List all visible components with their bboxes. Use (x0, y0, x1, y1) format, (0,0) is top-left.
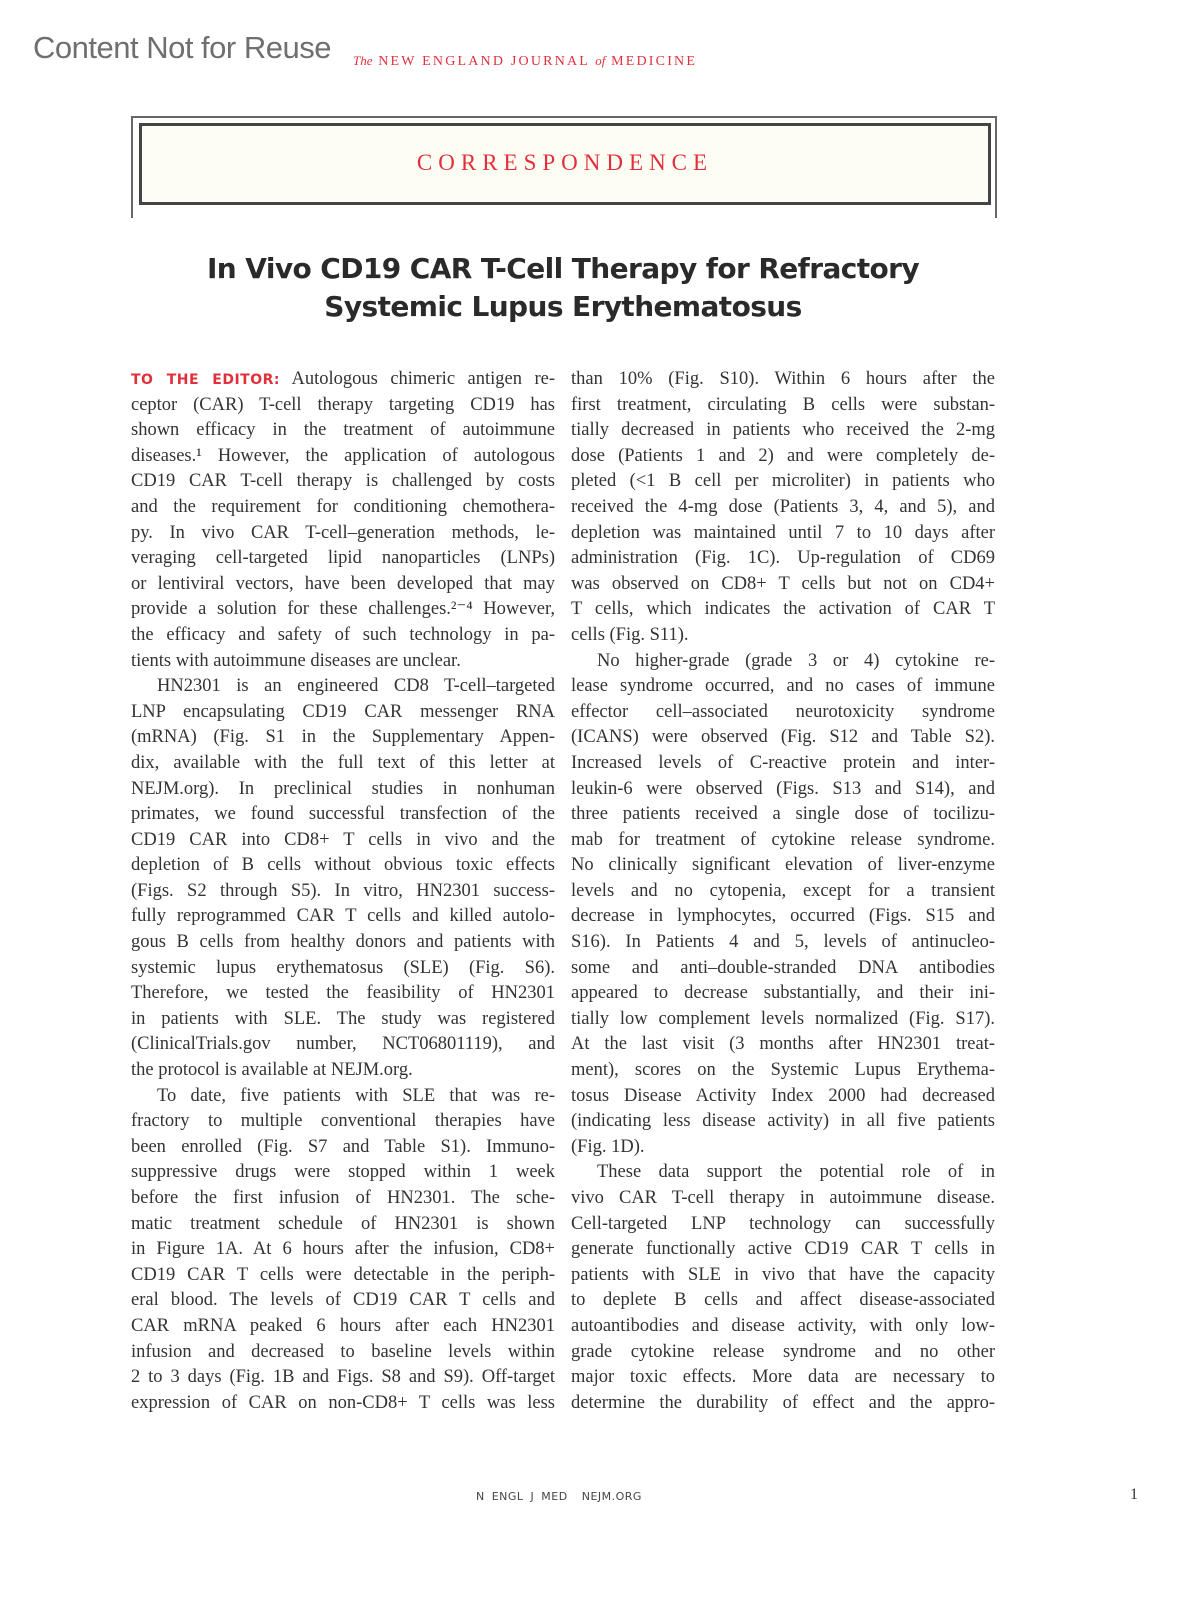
article-title-line-2: Systemic Lupus Erythematosus (324, 290, 802, 323)
text-line-content: cells (Fig. S11). (571, 624, 689, 645)
text-line (131, 1160, 555, 1186)
text-line-content: the efficacy and safety of such technology in pa- (131, 624, 555, 645)
text-line-content: T cells, which indicates the activation of CAR T (571, 599, 995, 620)
text-line-content: NEJM.org). In preclinical studies in nonhuman (131, 778, 555, 799)
text-line (571, 1135, 995, 1161)
watermark-text: Content Not for Reuse (33, 30, 331, 65)
text-line (571, 853, 995, 879)
text-column-right (571, 367, 995, 1416)
text-line (571, 777, 995, 803)
text-line-content: These data support the potential role of in (597, 1162, 995, 1183)
text-line (131, 649, 555, 675)
text-line (571, 1288, 995, 1314)
text-line (131, 546, 555, 572)
text-line-content: was observed on CD8+ T cells but not on CD4+ (571, 573, 995, 594)
text-line (131, 802, 555, 828)
text-line-content: CD19 CAR into CD8+ T cells in vivo and the (131, 829, 555, 850)
journal-name-part2: MEDICINE (611, 54, 698, 69)
text-line-content: vivo CAR T-cell therapy in autoimmune disease. (571, 1188, 995, 1208)
text-line (571, 572, 995, 598)
text-line (131, 828, 555, 854)
text-line (131, 777, 555, 803)
text-line (571, 1186, 995, 1212)
text-line (571, 700, 995, 726)
text-line (571, 828, 995, 854)
text-line (131, 1135, 555, 1161)
text-line-content: (indicating less disease activity) in all five patients (571, 1111, 995, 1132)
text-line-content: At the last visit (3 months after HN2301 treat- (571, 1034, 995, 1055)
text-line-content: first treatment, circulating B cells were substan- (571, 394, 995, 415)
text-line (571, 469, 995, 495)
text-line-content: (ICANS) were observed (Fig. S12 and Table S2). (571, 727, 995, 748)
text-line-content: ceptor (CAR) T-cell therapy targeting CD19 has (131, 394, 555, 415)
text-line (131, 572, 555, 598)
text-line (571, 1391, 995, 1417)
text-line-content: HN2301 is an engineered CD8 T-cell–targeted (157, 676, 555, 697)
text-line (571, 444, 995, 470)
text-line (571, 623, 995, 649)
text-line-content: generate functionally active CD19 CAR T cells in (571, 1239, 995, 1260)
text-line-content: dix, available with the full text of this letter at (131, 752, 555, 773)
text-line-content: decrease in lymphocytes, occurred (Figs. S15 and (571, 906, 995, 927)
text-line-content: matic treatment schedule of HN2301 is shown (131, 1213, 555, 1234)
text-line-content: dose (Patients 1 and 2) and were completely de- (571, 445, 995, 466)
text-line-content: primates, we found successful transfection of the (131, 804, 555, 825)
text-line (131, 1340, 555, 1366)
text-line (571, 956, 995, 982)
text-line (571, 1007, 995, 1033)
text-line-content: in patients with SLE. The study was registered (131, 1008, 555, 1029)
text-line-content: Increased levels of C-reactive protein and inter- (571, 752, 995, 773)
text-line-content: patients with SLE in vivo that have the capacity (571, 1264, 995, 1285)
page-number: 1 (1130, 1486, 1138, 1503)
article-title-line-1: In Vivo CD19 CAR T-Cell Therapy for Refractory (206, 252, 920, 285)
text-line-content: major toxic effects. More data are necessary to (571, 1367, 995, 1388)
text-line-content: tosus Disease Activity Index 2000 had decreased (571, 1085, 995, 1106)
text-line (131, 674, 555, 700)
text-line-content: administration (Fig. 1C). Up-regulation of CD69 (571, 548, 995, 569)
text-line-content: gous B cells from healthy donors and patients with (131, 932, 555, 953)
text-line (571, 674, 995, 700)
text-line (131, 393, 555, 419)
text-line (131, 623, 555, 649)
text-line (131, 1288, 555, 1314)
text-line-content: or lentiviral vectors, have been developed that may (131, 573, 555, 594)
text-line (131, 1212, 555, 1238)
section-banner (139, 123, 991, 205)
text-line (131, 904, 555, 930)
text-line-content: CD19 CAR T cells were detectable in the periph- (131, 1264, 555, 1285)
journal-the: The (353, 53, 373, 68)
text-column-left (131, 367, 555, 1416)
text-line (571, 1340, 995, 1366)
letter-lead-in: TO THE EDITOR: (131, 372, 280, 388)
text-line-content: systemic lupus erythematosus (SLE) (Fig. S6). (131, 957, 555, 978)
text-line (571, 904, 995, 930)
text-line-content: lease syndrome occurred, and no cases of immune (571, 676, 995, 697)
text-line-content: mab for treatment of cytokine release syndrome. (571, 829, 995, 850)
text-line (131, 1109, 555, 1135)
page-footer (476, 1490, 656, 1503)
text-line (571, 367, 995, 393)
text-line-content: been enrolled (Fig. S7 and Table S1). Immuno- (131, 1136, 555, 1157)
text-line-content: tially decreased in patients who received the 2-mg (571, 420, 995, 441)
text-line-content: determine the durability of effect and the appro- (571, 1392, 995, 1413)
text-line (571, 930, 995, 956)
text-line (131, 418, 555, 444)
text-line-content: appeared to decrease substantially, and their ini- (571, 983, 995, 1004)
text-line-content: No clinically significant elevation of liver-enzyme (571, 855, 995, 876)
text-line (571, 725, 995, 751)
text-line-content: fully reprogrammed CAR T cells and killed autolo- (131, 906, 555, 927)
text-line-content: suppressive drugs were stopped within 1 week (131, 1162, 555, 1183)
journal-masthead (353, 53, 697, 70)
text-line (571, 1109, 995, 1135)
text-line (131, 1058, 555, 1084)
text-line-content: Autologous chimeric antigen re- (291, 369, 555, 389)
text-line (131, 444, 555, 470)
text-line (571, 1160, 995, 1186)
text-line (131, 367, 555, 393)
text-line-content: LNP encapsulating CD19 CAR messenger RNA (131, 701, 555, 722)
text-line-content: CAR mRNA peaked 6 hours after each HN2301 (131, 1315, 555, 1336)
text-line-content: autoantibodies and disease activity, with only low- (571, 1315, 995, 1336)
text-line-content: diseases.¹ However, the application of autologous (131, 445, 555, 466)
text-line (131, 1314, 555, 1340)
text-line-content: the protocol is available at NEJM.org. (131, 1060, 413, 1081)
text-line (131, 1007, 555, 1033)
text-line (131, 879, 555, 905)
footer-journal-abbrev: N ENGL J MED (476, 1490, 568, 1503)
text-line (571, 981, 995, 1007)
text-line (571, 1058, 995, 1084)
text-line (571, 1084, 995, 1110)
text-line-content: to deplete B cells and affect disease-associated (571, 1290, 995, 1311)
text-line (131, 725, 555, 751)
text-line-content: leukin-6 were observed (Figs. S13 and S14), and (571, 778, 995, 799)
text-line-content: To date, five patients with SLE that was re- (157, 1085, 555, 1106)
text-line-content: infusion and decreased to baseline levels within (131, 1341, 555, 1362)
text-line (131, 521, 555, 547)
text-line-content: eral blood. The levels of CD19 CAR T cells and (131, 1290, 555, 1311)
text-line (131, 1237, 555, 1263)
text-line (131, 469, 555, 495)
journal-of: of (595, 53, 606, 68)
text-line-content: depletion of B cells without obvious toxic effects (131, 855, 555, 876)
text-line (131, 853, 555, 879)
text-line-content: 2 to 3 days (Fig. 1B and Figs. S8 and S9). Off-target (131, 1367, 555, 1388)
text-line-content: Cell-targeted LNP technology can successfully (571, 1213, 995, 1234)
text-line-content: No higher-grade (grade 3 or 4) cytokine re- (597, 650, 995, 671)
text-line-content: (ClinicalTrials.gov number, NCT06801119), and (131, 1034, 555, 1055)
text-line (571, 1237, 995, 1263)
text-line-content: and the requirement for conditioning chemothera- (131, 496, 555, 517)
text-line (571, 393, 995, 419)
article-title (140, 250, 986, 326)
text-line-content: tients with autoimmune diseases are unclear. (131, 650, 461, 671)
text-line (131, 700, 555, 726)
text-line (571, 751, 995, 777)
text-line (131, 495, 555, 521)
text-line-content: (Figs. S2 through S5). In vitro, HN2301 success- (131, 880, 555, 901)
text-line (131, 1032, 555, 1058)
text-line (571, 597, 995, 623)
text-line (571, 418, 995, 444)
text-line (131, 1365, 555, 1391)
text-line-content: levels and no cytopenia, except for a transient (571, 880, 995, 901)
text-line-content: three patients received a single dose of tocilizu- (571, 804, 995, 825)
text-line-content: than 10% (Fig. S10). Within 6 hours after the (571, 369, 995, 389)
section-label: CORRESPONDENCE (416, 150, 714, 175)
text-line (131, 1186, 555, 1212)
text-line (131, 597, 555, 623)
text-line-content: expression of CAR on non-CD8+ T cells was less (131, 1392, 555, 1413)
text-line-content: in Figure 1A. At 6 hours after the infusion, CD8+ (131, 1239, 555, 1260)
text-line-content: received the 4-mg dose (Patients 3, 4, and 5), and (571, 496, 995, 517)
footer-site: NEJM.ORG (581, 1490, 642, 1503)
text-line-content: py. In vivo CAR T-cell–generation methods, le- (131, 522, 555, 543)
text-line (131, 956, 555, 982)
text-line (571, 521, 995, 547)
text-line-content: before the first infusion of HN2301. The sche- (131, 1188, 555, 1208)
text-line-content: depletion was maintained until 7 to 10 days after (571, 522, 995, 543)
text-line-content: provide a solution for these challenges.²⁻⁴ However, (131, 599, 555, 620)
text-line (571, 1032, 995, 1058)
text-line-content: Therefore, we tested the feasibility of HN2301 (131, 983, 555, 1004)
text-line (131, 930, 555, 956)
text-line (571, 546, 995, 572)
text-line-content: fractory to multiple conventional therapies have (131, 1111, 555, 1132)
text-line (571, 1365, 995, 1391)
text-line (571, 802, 995, 828)
text-line-content: grade cytokine release syndrome and no other (571, 1341, 995, 1362)
text-line (131, 751, 555, 777)
text-line-content: some and anti–double-stranded DNA antibodies (571, 957, 995, 978)
text-line (131, 1391, 555, 1417)
text-line-content: shown efficacy in the treatment of autoimmune (131, 420, 555, 441)
text-line-content: veraging cell-targeted lipid nanoparticles (LNPs) (131, 548, 555, 569)
text-line (571, 1263, 995, 1289)
journal-name-part1: NEW ENGLAND JOURNAL (378, 54, 590, 69)
text-line-content: tially low complement levels normalized (Fig. S17). (571, 1008, 995, 1029)
text-line (571, 1212, 995, 1238)
text-line-content: CD19 CAR T-cell therapy is challenged by costs (131, 471, 555, 492)
text-line-content: effector cell–associated neurotoxicity syndrome (571, 701, 995, 722)
text-line (131, 1084, 555, 1110)
text-line (571, 879, 995, 905)
text-line (571, 495, 995, 521)
text-line-content: pleted (<1 B cell per microliter) in patients who (571, 471, 995, 492)
text-line-content: (Fig. 1D). (571, 1136, 645, 1157)
text-line (131, 981, 555, 1007)
text-line (131, 1263, 555, 1289)
text-line-content: S16). In Patients 4 and 5, levels of antinucleo- (571, 932, 995, 953)
text-line (571, 649, 995, 675)
text-line (571, 1314, 995, 1340)
text-line-content: ment), scores on the Systemic Lupus Erythema- (571, 1060, 995, 1081)
text-line-content: (mRNA) (Fig. S1 in the Supplementary Appen- (131, 727, 555, 748)
